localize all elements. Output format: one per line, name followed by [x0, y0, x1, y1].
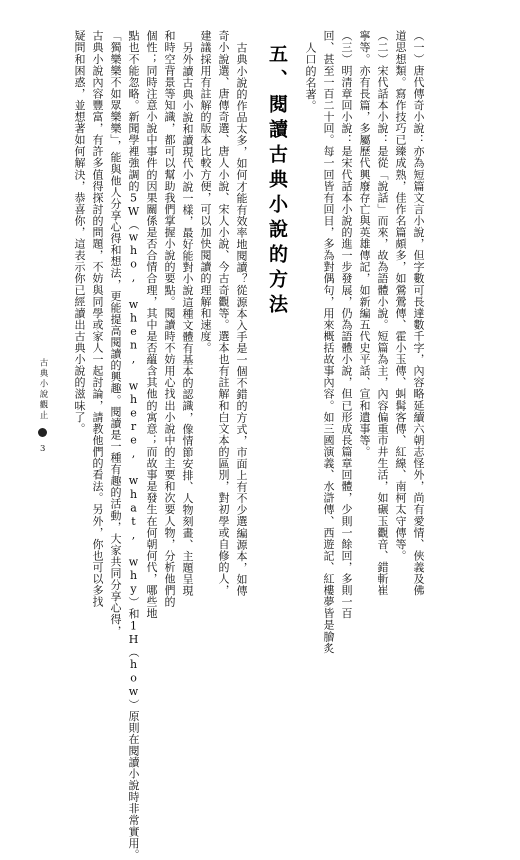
text-column: 道思想類。寫作技巧已臻成熟，佳作名篇頗多，如鶯鶯傳、霍小玉傳、虯髯客傳、紅線、南柯太守傳等。 — [394, 30, 407, 562]
page-number: 3 — [40, 444, 46, 454]
text-column: （三）明清章回小說：是宋代話本小說的進一步發展，仍為語體小說，但已形成長篇章回體，少則一餘回，多則一百 — [340, 30, 353, 620]
text-column: 回、甚至一百二十回。每一回皆有回目，多為對偶句，用來概括故事內容。如三國演義、水滸傳、西遊記、紅樓夢皆是膾炙 — [322, 30, 335, 654]
text-column: 「獨樂樂不如眾樂樂」，能與他人分享心得和想法，更能提高閱讀的興趣。閱讀是一種有趣的活動，大家共同分享心得， — [109, 30, 122, 637]
book-title: 古典小說觀止 — [38, 358, 48, 421]
text-column: （二）宋代話本小說：是從「說話」而來，故為語體小說。短篇為主，內容偏重市井生活，如碾玉觀音、錯斬崔 — [376, 30, 389, 596]
text-column: 古典小說的作品太多，如何才能有效率地閱讀？從源本入手是一個不錯的方式，市面上有不少選編源本，如傳 — [235, 42, 248, 597]
text-column: （一）唐代傳奇小說：亦為短篇文言小說，但字數可長達數千字，內容略延續六朝志怪外，尚有愛情、俠義及佛 — [412, 30, 425, 596]
text-column: 另外讀古典小說和讀現代小說一樣，最好能對小說這種文體有基本的認識，像情節安排、人物刻畫、主題呈現 — [181, 42, 194, 597]
text-column: 奇小說選、唐傳奇選、唐人小說、宋人小說、今古奇觀等。選本也有註解和白文本的區別，對初學或自修的人， — [217, 30, 230, 596]
text-column: 人口的名著。 — [304, 42, 317, 112]
text-column: 古典小說內容豐富，有許多值得探討的問題，不妨與同學或家人一起討論，請教他們的看法。另外，你也可以多找 — [91, 30, 104, 608]
text-column: 建議採用有註解的版本比較方便，可以加快閱讀的理解和速度。 — [199, 30, 212, 354]
section-heading: 五、閱讀古典小說的方法 — [266, 44, 288, 319]
text-column: 和時空背景等知識，都可以幫助我們掌握小說的要點。閱讀時不妨用心找出小說中的主要和次要人物，分析他們的 — [163, 30, 176, 608]
bullet-icon — [38, 428, 47, 437]
text-column: 點也不能忽略。新聞學裡強調的5W（who, when, where, what, why）和1H（how）原則在閱讀小說時非常實用。 — [127, 30, 140, 860]
text-column: 寧等。亦有長篇，多屬歷代興廢存亡與英雄傳記，如新編五代史平話、宣和遺事等。 — [358, 30, 371, 458]
text-column: 個性；同時注意小說中事件的因果關係是否合情合理，其中是否蘊含其他的寓意；而故事是發生在何朝何代，哪些地 — [145, 30, 158, 620]
text-column: 疑問和困惑，並想著如何解決，恭喜你，這表示你已經讀出古典小說的滋味了。 — [73, 30, 86, 435]
